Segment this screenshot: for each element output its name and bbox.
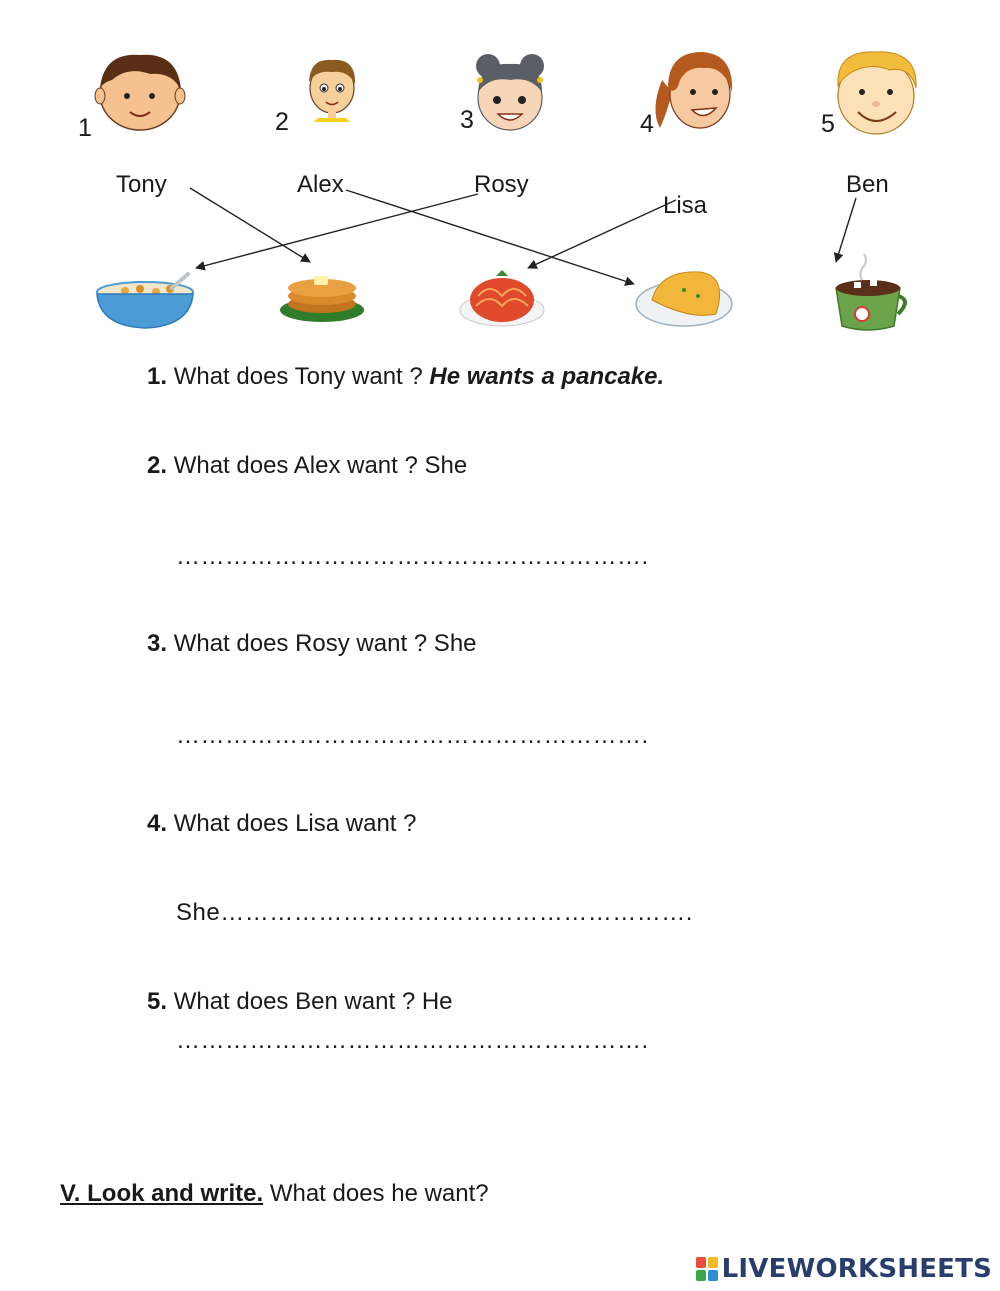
rosy-face-icon [476, 54, 544, 130]
arrow-tony-pancakes [190, 188, 310, 262]
child-name-alex: Alex [297, 171, 344, 198]
child-name-lisa: Lisa [663, 192, 708, 219]
question-text: What does Ben want ? He [173, 988, 453, 1015]
answer-line-5[interactable]: …………………………………………………. [176, 1027, 649, 1054]
question-text: What does Lisa want ? [173, 810, 417, 837]
alex-face-icon [309, 60, 355, 122]
liveworksheets-logo-icon [696, 1257, 718, 1281]
child-name-tony: Tony [116, 171, 167, 198]
ben-face-icon [838, 52, 916, 134]
question-4 [147, 810, 417, 838]
answer-line-3[interactable]: …………………………………………………. [176, 722, 649, 749]
question-2 [147, 452, 467, 480]
section-heading [60, 1180, 489, 1208]
example-answer: He wants a pancake. [429, 363, 665, 390]
question-text: What does Tony want ? [173, 363, 423, 390]
child-number-1: 1 [78, 114, 92, 142]
lisa-face-icon [655, 52, 732, 128]
question-number: 2. [147, 452, 168, 479]
question-1 [147, 363, 664, 391]
cereal-bowl-icon [97, 274, 193, 328]
arrow-alex-omelette [346, 190, 634, 284]
child-name-ben: Ben [846, 171, 889, 198]
question-number: 4. [147, 810, 168, 837]
arrow-rosy-cereal [196, 194, 478, 268]
spaghetti-icon [460, 270, 544, 326]
question-5 [147, 988, 453, 1016]
child-number-4: 4 [640, 110, 654, 138]
arrow-lisa-spaghetti [528, 200, 676, 268]
question-text: What does Rosy want ? She [173, 630, 477, 657]
answer-line-2[interactable]: …………………………………………………. [176, 543, 649, 570]
question-number: 1. [147, 363, 168, 390]
answer-line-4[interactable]: She…………………………………………………. [176, 899, 693, 926]
arrow-ben-hot-chocolate [836, 198, 856, 262]
section-title: V. Look and write. [60, 1180, 264, 1207]
child-name-rosy: Rosy [474, 171, 529, 198]
brand-name: LIVEWORKSHEETS [721, 1254, 992, 1284]
child-number-2: 2 [275, 108, 289, 136]
child-number-5: 5 [821, 110, 835, 138]
liveworksheets-brand [696, 1254, 992, 1284]
pancakes-icon [280, 276, 364, 322]
faces-row [0, 0, 1000, 340]
question-text: What does Alex want ? She [173, 452, 468, 479]
section-prompt: What does he want? [263, 1180, 489, 1207]
question-3 [147, 630, 477, 658]
child-number-3: 3 [460, 106, 474, 134]
question-number: 5. [147, 988, 168, 1015]
question-number: 3. [147, 630, 168, 657]
tony-face-icon [95, 55, 185, 130]
hot-chocolate-icon [836, 254, 905, 330]
omelette-icon [636, 272, 732, 326]
